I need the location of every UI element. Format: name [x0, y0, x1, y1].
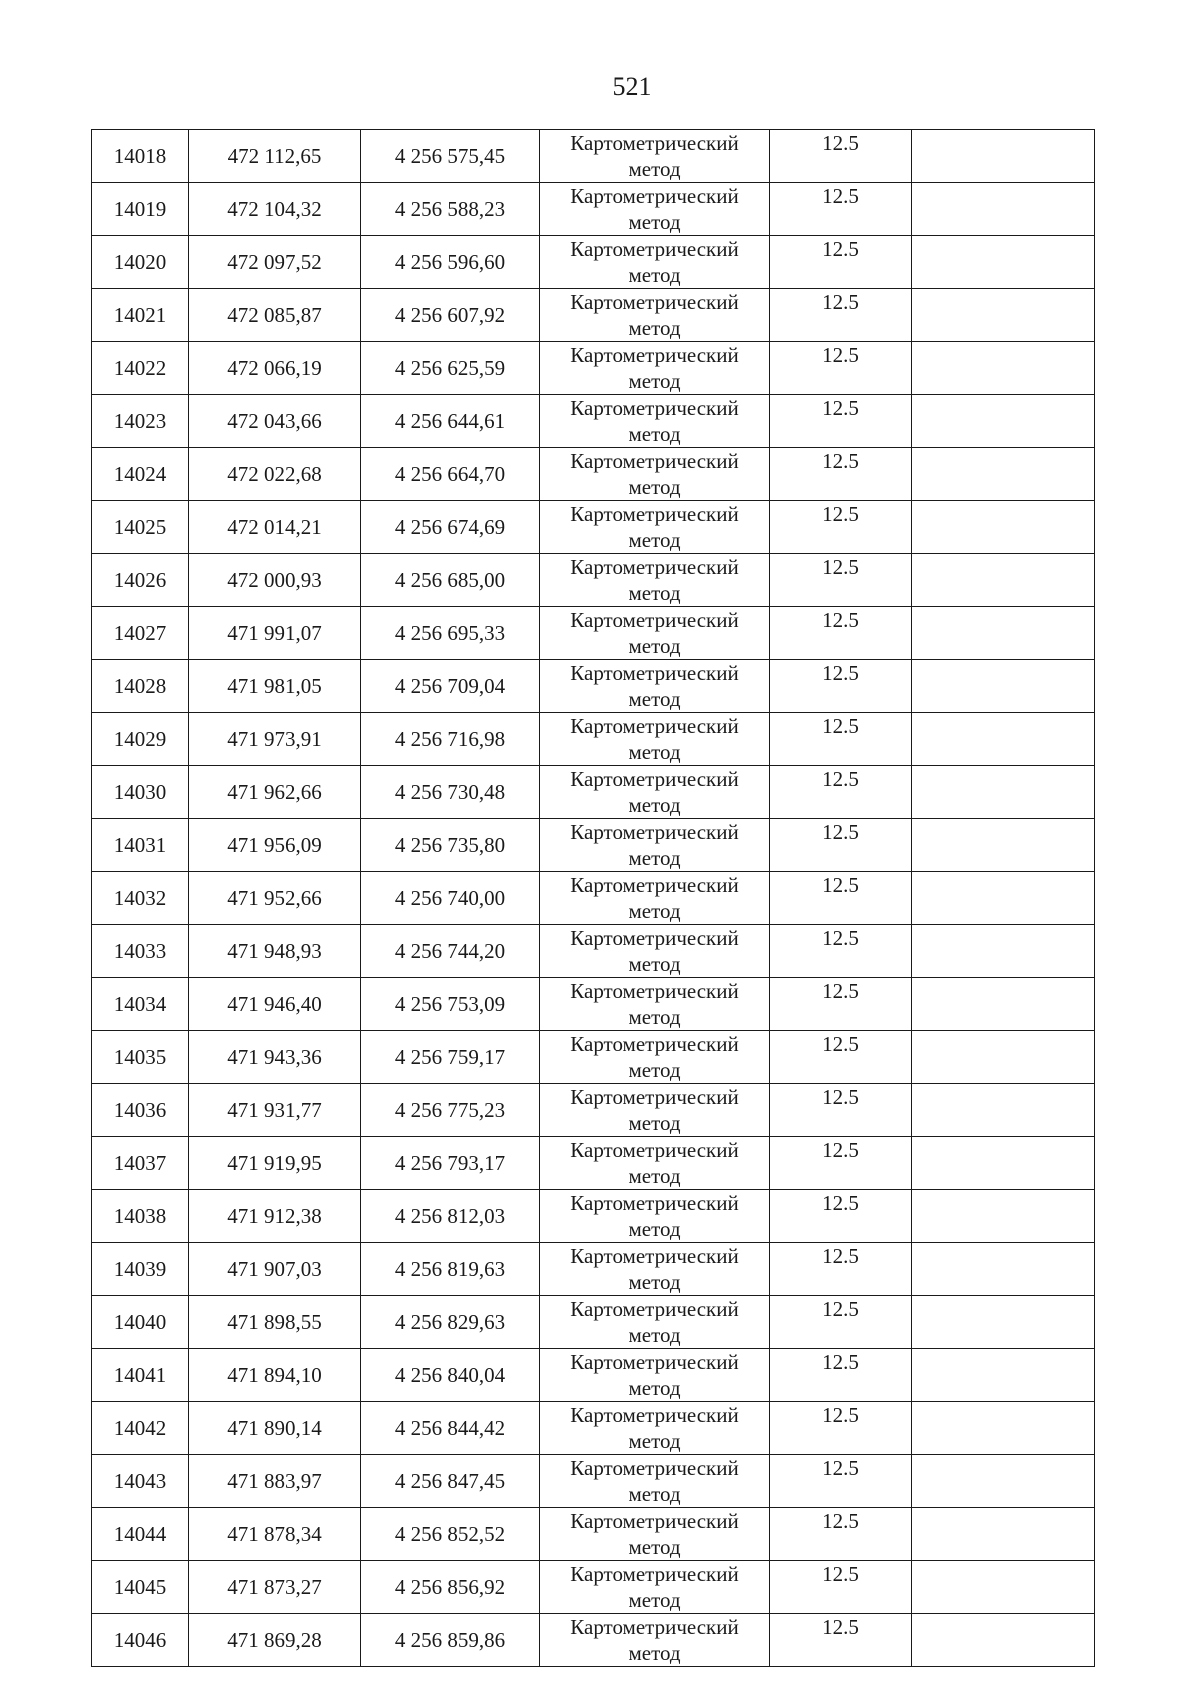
- y-coordinate-cell: 4 256 607,92: [361, 289, 540, 342]
- method-line-2: метод: [628, 581, 681, 605]
- method-line-2: метод: [628, 687, 681, 711]
- y-coordinate-cell: 4 256 664,70: [361, 448, 540, 501]
- y-coordinate-cell: 4 256 812,03: [361, 1190, 540, 1243]
- point-number-cell: 14018: [92, 130, 189, 183]
- x-coordinate-cell: 471 946,40: [189, 978, 361, 1031]
- table-row: [92, 1614, 1095, 1667]
- method-line-1: Картометрический: [570, 1138, 739, 1162]
- method-cell: [540, 872, 770, 925]
- table-row: [92, 236, 1095, 289]
- method-line-1: Картометрический: [570, 343, 739, 367]
- method-line-2: метод: [628, 316, 681, 340]
- accuracy-cell: 12.5: [770, 342, 912, 395]
- method-line-2: метод: [628, 740, 681, 764]
- x-coordinate-cell: 471 890,14: [189, 1402, 361, 1455]
- point-number-cell: 14027: [92, 607, 189, 660]
- accuracy-cell: 12.5: [770, 1137, 912, 1190]
- method-cell: [540, 501, 770, 554]
- method-line-2: метод: [628, 1217, 681, 1241]
- method-cell: [540, 554, 770, 607]
- note-cell: [912, 342, 1095, 395]
- method-line-2: метод: [628, 1376, 681, 1400]
- method-cell: [540, 819, 770, 872]
- method-line-1: Картометрический: [570, 1562, 739, 1586]
- table-row: [92, 872, 1095, 925]
- point-number-cell: 14043: [92, 1455, 189, 1508]
- method-cell: [540, 925, 770, 978]
- table-row: [92, 1296, 1095, 1349]
- table-row: [92, 819, 1095, 872]
- accuracy-cell: 12.5: [770, 395, 912, 448]
- table-row: [92, 342, 1095, 395]
- method-line-1: Картометрический: [570, 926, 739, 950]
- method-line-2: метод: [628, 1588, 681, 1612]
- x-coordinate-cell: 471 912,38: [189, 1190, 361, 1243]
- method-line-1: Картометрический: [570, 502, 739, 526]
- method-line-2: метод: [628, 899, 681, 923]
- note-cell: [912, 766, 1095, 819]
- x-coordinate-cell: 472 000,93: [189, 554, 361, 607]
- note-cell: [912, 1561, 1095, 1614]
- accuracy-cell: 12.5: [770, 554, 912, 607]
- x-coordinate-cell: 471 878,34: [189, 1508, 361, 1561]
- note-cell: [912, 395, 1095, 448]
- accuracy-cell: 12.5: [770, 607, 912, 660]
- x-coordinate-cell: 471 952,66: [189, 872, 361, 925]
- point-number-cell: 14044: [92, 1508, 189, 1561]
- note-cell: [912, 1614, 1095, 1667]
- accuracy-cell: 12.5: [770, 978, 912, 1031]
- x-coordinate-cell: 471 898,55: [189, 1296, 361, 1349]
- note-cell: [912, 1349, 1095, 1402]
- y-coordinate-cell: 4 256 844,42: [361, 1402, 540, 1455]
- y-coordinate-cell: 4 256 740,00: [361, 872, 540, 925]
- point-number-cell: 14045: [92, 1561, 189, 1614]
- point-number-cell: 14037: [92, 1137, 189, 1190]
- accuracy-cell: 12.5: [770, 1402, 912, 1455]
- method-line-1: Картометрический: [570, 237, 739, 261]
- accuracy-cell: 12.5: [770, 289, 912, 342]
- method-line-1: Картометрический: [570, 1085, 739, 1109]
- point-number-cell: 14039: [92, 1243, 189, 1296]
- y-coordinate-cell: 4 256 819,63: [361, 1243, 540, 1296]
- method-line-1: Картометрический: [570, 608, 739, 632]
- note-cell: [912, 554, 1095, 607]
- y-coordinate-cell: 4 256 674,69: [361, 501, 540, 554]
- table-row: [92, 978, 1095, 1031]
- accuracy-cell: 12.5: [770, 130, 912, 183]
- x-coordinate-cell: 471 991,07: [189, 607, 361, 660]
- x-coordinate-cell: 472 066,19: [189, 342, 361, 395]
- accuracy-cell: 12.5: [770, 1561, 912, 1614]
- point-number-cell: 14033: [92, 925, 189, 978]
- x-coordinate-cell: 471 973,91: [189, 713, 361, 766]
- point-number-cell: 14022: [92, 342, 189, 395]
- method-line-2: метод: [628, 422, 681, 446]
- table-row: [92, 289, 1095, 342]
- accuracy-cell: 12.5: [770, 1296, 912, 1349]
- coordinates-table: [91, 129, 1095, 1667]
- method-line-1: Картометрический: [570, 1244, 739, 1268]
- coordinates-table-body: [92, 130, 1095, 1667]
- accuracy-cell: 12.5: [770, 713, 912, 766]
- point-number-cell: 14041: [92, 1349, 189, 1402]
- accuracy-cell: 12.5: [770, 501, 912, 554]
- y-coordinate-cell: 4 256 588,23: [361, 183, 540, 236]
- method-line-2: метод: [628, 210, 681, 234]
- y-coordinate-cell: 4 256 735,80: [361, 819, 540, 872]
- y-coordinate-cell: 4 256 759,17: [361, 1031, 540, 1084]
- method-line-2: метод: [628, 1535, 681, 1559]
- x-coordinate-cell: 471 873,27: [189, 1561, 361, 1614]
- x-coordinate-cell: 471 962,66: [189, 766, 361, 819]
- x-coordinate-cell: 471 919,95: [189, 1137, 361, 1190]
- point-number-cell: 14034: [92, 978, 189, 1031]
- table-row: [92, 1084, 1095, 1137]
- method-line-2: метод: [628, 1270, 681, 1294]
- accuracy-cell: 12.5: [770, 872, 912, 925]
- point-number-cell: 14020: [92, 236, 189, 289]
- x-coordinate-cell: 472 085,87: [189, 289, 361, 342]
- method-cell: [540, 978, 770, 1031]
- method-cell: [540, 660, 770, 713]
- note-cell: [912, 607, 1095, 660]
- table-row: [92, 713, 1095, 766]
- y-coordinate-cell: 4 256 753,09: [361, 978, 540, 1031]
- note-cell: [912, 819, 1095, 872]
- y-coordinate-cell: 4 256 775,23: [361, 1084, 540, 1137]
- method-cell: [540, 1243, 770, 1296]
- method-line-1: Картометрический: [570, 767, 739, 791]
- y-coordinate-cell: 4 256 829,63: [361, 1296, 540, 1349]
- table-row: [92, 501, 1095, 554]
- point-number-cell: 14031: [92, 819, 189, 872]
- point-number-cell: 14038: [92, 1190, 189, 1243]
- point-number-cell: 14028: [92, 660, 189, 713]
- y-coordinate-cell: 4 256 856,92: [361, 1561, 540, 1614]
- table-row: [92, 925, 1095, 978]
- method-line-2: метод: [628, 1482, 681, 1506]
- table-row: [92, 766, 1095, 819]
- x-coordinate-cell: 471 943,36: [189, 1031, 361, 1084]
- method-cell: [540, 1402, 770, 1455]
- method-line-1: Картометрический: [570, 1403, 739, 1427]
- table-row: [92, 1402, 1095, 1455]
- table-row: [92, 395, 1095, 448]
- method-line-1: Картометрический: [570, 979, 739, 1003]
- method-line-2: метод: [628, 157, 681, 181]
- method-cell: [540, 1614, 770, 1667]
- method-line-2: метод: [628, 793, 681, 817]
- point-number-cell: 14035: [92, 1031, 189, 1084]
- table-row: [92, 1190, 1095, 1243]
- method-line-2: метод: [628, 1111, 681, 1135]
- note-cell: [912, 1190, 1095, 1243]
- method-line-1: Картометрический: [570, 1032, 739, 1056]
- y-coordinate-cell: 4 256 859,86: [361, 1614, 540, 1667]
- note-cell: [912, 448, 1095, 501]
- method-cell: [540, 289, 770, 342]
- table-row: [92, 1137, 1095, 1190]
- x-coordinate-cell: 472 112,65: [189, 130, 361, 183]
- y-coordinate-cell: 4 256 716,98: [361, 713, 540, 766]
- y-coordinate-cell: 4 256 695,33: [361, 607, 540, 660]
- y-coordinate-cell: 4 256 793,17: [361, 1137, 540, 1190]
- y-coordinate-cell: 4 256 625,59: [361, 342, 540, 395]
- method-line-1: Картометрический: [570, 661, 739, 685]
- table-row: [92, 1349, 1095, 1402]
- note-cell: [912, 978, 1095, 1031]
- x-coordinate-cell: 472 097,52: [189, 236, 361, 289]
- method-cell: [540, 395, 770, 448]
- method-line-1: Картометрический: [570, 131, 739, 155]
- point-number-cell: 14046: [92, 1614, 189, 1667]
- x-coordinate-cell: 472 022,68: [189, 448, 361, 501]
- note-cell: [912, 1455, 1095, 1508]
- accuracy-cell: 12.5: [770, 1243, 912, 1296]
- x-coordinate-cell: 471 907,03: [189, 1243, 361, 1296]
- method-cell: [540, 342, 770, 395]
- accuracy-cell: 12.5: [770, 1084, 912, 1137]
- note-cell: [912, 1084, 1095, 1137]
- note-cell: [912, 236, 1095, 289]
- method-line-1: Картометрический: [570, 555, 739, 579]
- note-cell: [912, 1243, 1095, 1296]
- method-line-1: Картометрический: [570, 290, 739, 314]
- table-row: [92, 1561, 1095, 1614]
- method-line-1: Картометрический: [570, 184, 739, 208]
- note-cell: [912, 872, 1095, 925]
- accuracy-cell: 12.5: [770, 1508, 912, 1561]
- method-line-1: Картометрический: [570, 1509, 739, 1533]
- method-cell: [540, 1561, 770, 1614]
- x-coordinate-cell: 471 883,97: [189, 1455, 361, 1508]
- accuracy-cell: 12.5: [770, 819, 912, 872]
- accuracy-cell: 12.5: [770, 1031, 912, 1084]
- accuracy-cell: 12.5: [770, 1349, 912, 1402]
- method-cell: [540, 448, 770, 501]
- method-line-1: Картометрический: [570, 820, 739, 844]
- point-number-cell: 14025: [92, 501, 189, 554]
- method-cell: [540, 713, 770, 766]
- accuracy-cell: 12.5: [770, 1190, 912, 1243]
- method-cell: [540, 236, 770, 289]
- method-cell: [540, 1296, 770, 1349]
- method-cell: [540, 1190, 770, 1243]
- note-cell: [912, 183, 1095, 236]
- note-cell: [912, 1031, 1095, 1084]
- accuracy-cell: 12.5: [770, 183, 912, 236]
- point-number-cell: 14029: [92, 713, 189, 766]
- method-cell: [540, 607, 770, 660]
- method-cell: [540, 1137, 770, 1190]
- y-coordinate-cell: 4 256 730,48: [361, 766, 540, 819]
- accuracy-cell: 12.5: [770, 1455, 912, 1508]
- point-number-cell: 14036: [92, 1084, 189, 1137]
- method-cell: [540, 1455, 770, 1508]
- accuracy-cell: 12.5: [770, 925, 912, 978]
- note-cell: [912, 501, 1095, 554]
- y-coordinate-cell: 4 256 596,60: [361, 236, 540, 289]
- point-number-cell: 14026: [92, 554, 189, 607]
- note-cell: [912, 289, 1095, 342]
- method-cell: [540, 1084, 770, 1137]
- method-line-2: метод: [628, 1641, 681, 1665]
- method-line-2: метод: [628, 1005, 681, 1029]
- note-cell: [912, 1137, 1095, 1190]
- method-cell: [540, 1508, 770, 1561]
- x-coordinate-cell: 472 104,32: [189, 183, 361, 236]
- method-line-2: метод: [628, 528, 681, 552]
- table-row: [92, 1243, 1095, 1296]
- y-coordinate-cell: 4 256 840,04: [361, 1349, 540, 1402]
- point-number-cell: 14019: [92, 183, 189, 236]
- method-line-2: метод: [628, 1429, 681, 1453]
- point-number-cell: 14023: [92, 395, 189, 448]
- y-coordinate-cell: 4 256 685,00: [361, 554, 540, 607]
- page-number: 521: [612, 72, 652, 101]
- method-line-2: метод: [628, 1164, 681, 1188]
- y-coordinate-cell: 4 256 744,20: [361, 925, 540, 978]
- point-number-cell: 14030: [92, 766, 189, 819]
- x-coordinate-cell: 471 931,77: [189, 1084, 361, 1137]
- table-row: [92, 607, 1095, 660]
- y-coordinate-cell: 4 256 575,45: [361, 130, 540, 183]
- accuracy-cell: 12.5: [770, 236, 912, 289]
- point-number-cell: 14021: [92, 289, 189, 342]
- method-cell: [540, 766, 770, 819]
- table-row: [92, 183, 1095, 236]
- method-line-1: Картометрический: [570, 873, 739, 897]
- table-row: [92, 554, 1095, 607]
- accuracy-cell: 12.5: [770, 660, 912, 713]
- x-coordinate-cell: 471 948,93: [189, 925, 361, 978]
- method-line-2: метод: [628, 263, 681, 287]
- method-cell: [540, 130, 770, 183]
- method-cell: [540, 183, 770, 236]
- method-line-1: Картометрический: [570, 396, 739, 420]
- method-line-2: метод: [628, 846, 681, 870]
- method-cell: [540, 1349, 770, 1402]
- table-row: [92, 660, 1095, 713]
- table-row: [92, 1508, 1095, 1561]
- note-cell: [912, 925, 1095, 978]
- x-coordinate-cell: 472 043,66: [189, 395, 361, 448]
- accuracy-cell: 12.5: [770, 1614, 912, 1667]
- table-row: [92, 130, 1095, 183]
- method-line-1: Картометрический: [570, 449, 739, 473]
- note-cell: [912, 713, 1095, 766]
- note-cell: [912, 1508, 1095, 1561]
- note-cell: [912, 660, 1095, 713]
- method-line-2: метод: [628, 952, 681, 976]
- note-cell: [912, 1402, 1095, 1455]
- point-number-cell: 14042: [92, 1402, 189, 1455]
- method-line-1: Картометрический: [570, 714, 739, 738]
- method-line-1: Картометрический: [570, 1191, 739, 1215]
- x-coordinate-cell: 471 894,10: [189, 1349, 361, 1402]
- table-row: [92, 1455, 1095, 1508]
- y-coordinate-cell: 4 256 709,04: [361, 660, 540, 713]
- method-line-1: Картометрический: [570, 1350, 739, 1374]
- method-line-2: метод: [628, 634, 681, 658]
- x-coordinate-cell: 472 014,21: [189, 501, 361, 554]
- method-line-2: метод: [628, 1323, 681, 1347]
- method-line-1: Картометрический: [570, 1456, 739, 1480]
- x-coordinate-cell: 471 869,28: [189, 1614, 361, 1667]
- y-coordinate-cell: 4 256 847,45: [361, 1455, 540, 1508]
- point-number-cell: 14032: [92, 872, 189, 925]
- accuracy-cell: 12.5: [770, 448, 912, 501]
- table-row: [92, 1031, 1095, 1084]
- x-coordinate-cell: 471 956,09: [189, 819, 361, 872]
- accuracy-cell: 12.5: [770, 766, 912, 819]
- method-line-1: Картометрический: [570, 1297, 739, 1321]
- note-cell: [912, 1296, 1095, 1349]
- note-cell: [912, 130, 1095, 183]
- x-coordinate-cell: 471 981,05: [189, 660, 361, 713]
- method-line-1: Картометрический: [570, 1615, 739, 1639]
- y-coordinate-cell: 4 256 644,61: [361, 395, 540, 448]
- table-row: [92, 448, 1095, 501]
- method-line-2: метод: [628, 369, 681, 393]
- method-line-2: метод: [628, 1058, 681, 1082]
- point-number-cell: 14024: [92, 448, 189, 501]
- point-number-cell: 14040: [92, 1296, 189, 1349]
- method-line-2: метод: [628, 475, 681, 499]
- method-cell: [540, 1031, 770, 1084]
- y-coordinate-cell: 4 256 852,52: [361, 1508, 540, 1561]
